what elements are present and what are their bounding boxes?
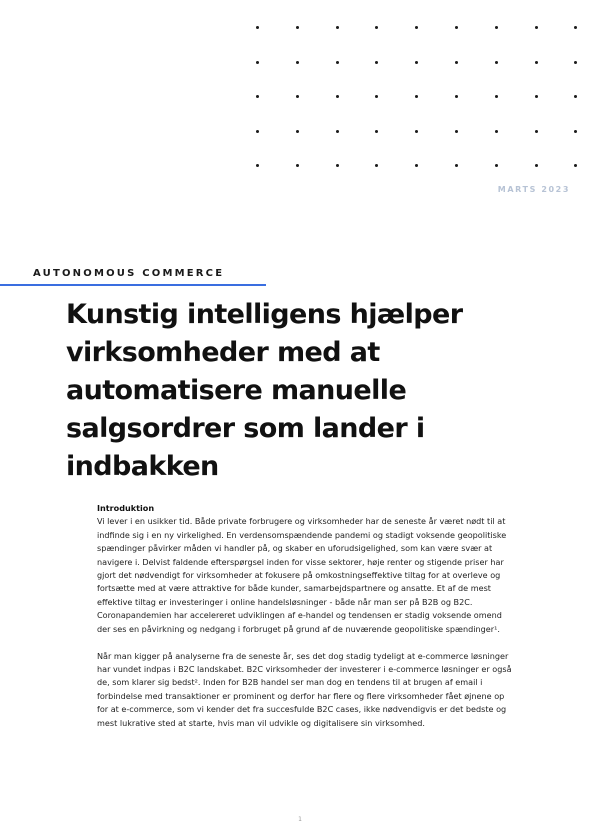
decorative-dot [415,164,418,167]
decorative-dot [296,164,299,167]
decorative-dot [296,95,299,98]
decorative-dot [256,61,259,64]
decorative-dot [336,130,339,133]
decorative-dot [455,61,458,64]
page-number: 1 [298,816,302,823]
decorative-dot [495,164,498,167]
article-title: Kunstig intelligens hjælper virksomheder med at automatisere manuelle salgsordrer som lander i indbakken [66,299,463,482]
decorative-dot [375,164,378,167]
decorative-dot [256,130,259,133]
decorative-dot [336,164,339,167]
decorative-dot [535,26,538,29]
decorative-dot [535,130,538,133]
decorative-dot [415,61,418,64]
decorative-dot [336,95,339,98]
decorative-dot [574,61,577,64]
decorative-dot [336,26,339,29]
decorative-dot-grid [256,26,577,167]
decorative-dot [455,26,458,29]
decorative-dot [415,95,418,98]
decorative-dot [495,26,498,29]
decorative-dot [495,95,498,98]
decorative-dot [375,95,378,98]
decorative-dot [455,130,458,133]
decorative-dot [415,26,418,29]
article-body [97,502,512,730]
decorative-dot [455,164,458,167]
decorative-dot [574,130,577,133]
decorative-dot [415,130,418,133]
decorative-dot [495,130,498,133]
decorative-dot [535,95,538,98]
decorative-dot [495,61,498,64]
decorative-dot [296,130,299,133]
decorative-dot [256,164,259,167]
decorative-dot [375,130,378,133]
decorative-dot [256,26,259,29]
decorative-dot [535,164,538,167]
decorative-dot [574,26,577,29]
decorative-dot [296,26,299,29]
decorative-dot [336,61,339,64]
paragraph: Når man kigger på analyserne fra de seneste år, ses det dog stadig tydeligt at e-commerce løsninger har vundet indpas i B2C landskabet. B2C virksomheder der investerer i e-commerce løsninger er også de, som klarer sig bedst². Inden for B2B handel ser man dog en tendens til at brugen af email i forbindelse med transaktioner er prominent og derfor har flere og flere virksomheder fået øjnene op for at e-commerce, som vi kender det fra succesfulde B2C cases, ikke nødvendigvis er det bedste og mest lukrative sted at starte, hvis man vil udvikle og digitalisere sin virksomhed. [97,650,512,728]
decorative-dot [535,61,538,64]
publication-date: MARTS 2023 [497,185,570,194]
decorative-dot [375,26,378,29]
decorative-dot [296,61,299,64]
category-label: AUTONOMOUS COMMERCE [33,268,225,279]
section-heading: Introduktion [97,503,155,513]
decorative-dot [256,95,259,98]
decorative-dot [574,95,577,98]
decorative-dot [455,95,458,98]
category-underline [0,284,266,286]
paragraph: Vi lever i en usikker tid. Både private forbrugere og virksomheder har de seneste år været nødt til at indfinde sig i en ny virkelighed. En verdensomspændende pandemi og stadigt voksende geopolitiske spændinger påvirker måden vi handler på, og skaber en uforudsigelighed, som kan være svær at navigere i. Delvist faldende efterspørgsel inden for visse sektorer, høje renter og stigende priser har gjort det nødvendigt for virksomheder at fokusere på omkostningseffektive tiltag for at overleve og fortsætte med at være attraktive for både kunder, samarbejdspartnere og ansatte. Et af de mest effektive tiltag er investeringer i online handelsløsninger - både når man ser på B2B og B2C. Coronapandemien har accelereret udviklingen af e-handel og tendensen er stadig voksende omend der ses en påvirkning og nedgang i forbruget på grund af de nuværende geopolitiske spændinger¹. [97,516,507,634]
decorative-dot [574,164,577,167]
decorative-dot [375,61,378,64]
